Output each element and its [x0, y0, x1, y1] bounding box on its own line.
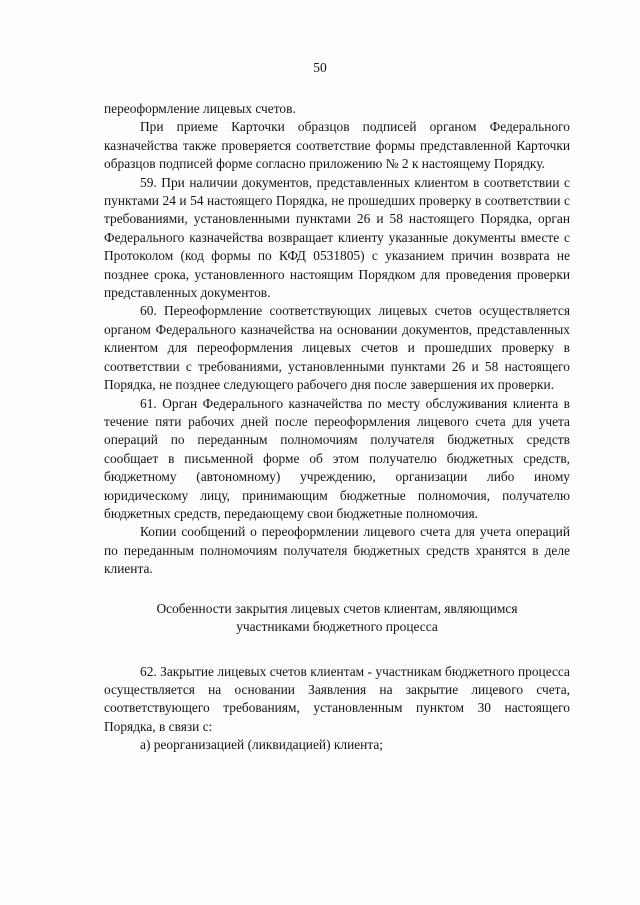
list-item-a: а) реорганизацией (ликвидацией) клиента; [140, 737, 384, 753]
section-heading-line-1: Особенности закрытия лицевых счетов клиентам, являющимся [156, 600, 518, 616]
section-heading [104, 600, 570, 637]
document-body [104, 100, 570, 755]
paragraph-59: 59. При наличии документов, представленных клиентом в соответствии с пунктами 24 и 54 настоящего Порядка, не прошедших проверку в соответствии с требованиями, установленными пунктами 26 и 58 настоящего Порядка, орган Федерального казначейства возвращает клиенту указанные документы вместе с Протоколом (код формы по КФД 0531805) с указанием причин возврата не позднее срока, установленного настоящим Порядком для проведения проверки представленных документов. [104, 174, 570, 301]
paragraph-continuation: переоформление лицевых счетов. [104, 101, 296, 116]
paragraph-61: 61. Орган Федерального казначейства по месту обслуживания клиента в течение пяти рабочих дней после переоформления лицевого счета для учета операций по переданным полномочиям получателя бюджетных средств сообщает в письменной форме об этом получателю бюджетных средств, бюджетному (автономному) учреждению, организации либо иному юридическому лицу, принимающим бюджетные полномочия, получателю бюджетных средств, передающему свои бюджетные полномочия. [104, 395, 570, 521]
paragraph-copies: Копии сообщений о переоформлении лицевого счета для учета операций по переданным полномочиям получателя бюджетных средств хранятся в деле клиента. [104, 524, 570, 577]
paragraph-62: 62. Закрытие лицевых счетов клиентам - участникам бюджетного процесса осуществляется на основании Заявления на закрытие лицевого счета, соответствующего требованиям, установленным пунктом 30 настоящего Порядка, в связи с: [104, 663, 570, 734]
page-number: 50 [313, 60, 327, 75]
section-heading-line-2: участниками бюджетного процесса [236, 619, 438, 635]
paragraph-signature-card-check: При приеме Карточки образцов подписей органом Федерального казначейства также проверяется соответствие формы представленной Карточки образцов подписей форме согласно приложению № 2 к настоящему Порядку. [104, 119, 570, 172]
paragraph-60: 60. Переоформление соответствующих лицевых счетов осуществляется органом Федерального казначейства на основании документов, представленных клиентом для переоформления лицевых счетов и прошедших проверку в соответствии с требованиями, установленными пунктами 26 и 58 настоящего Порядка, не позднее следующего рабочего дня после завершения их проверки. [104, 303, 570, 393]
